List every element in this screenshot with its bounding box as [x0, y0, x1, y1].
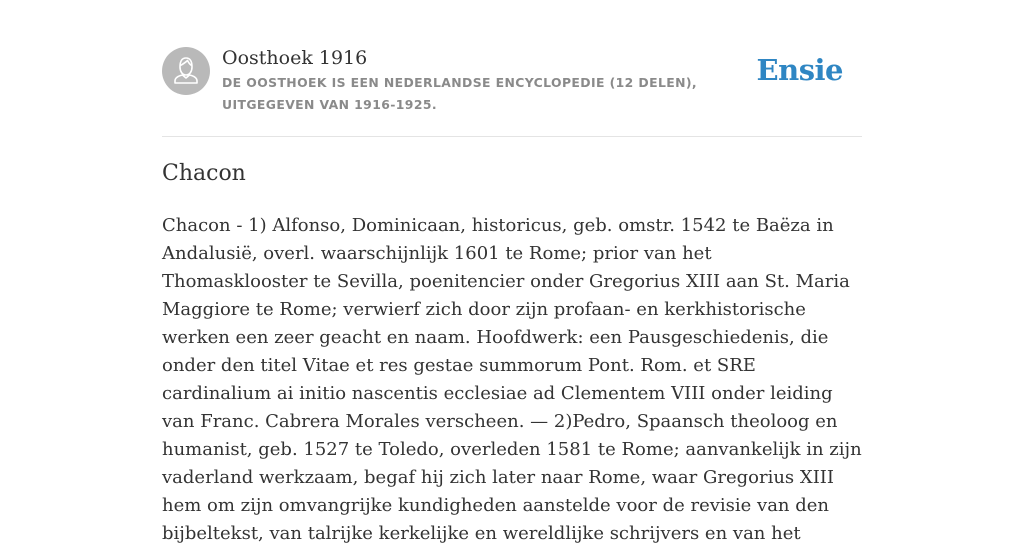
source-header — [162, 0, 862, 137]
site-logo[interactable]: Ensie — [756, 53, 843, 87]
user-silhouette-icon — [162, 47, 210, 95]
page-content — [162, 0, 862, 544]
article-title: Chacon — [162, 161, 246, 186]
source-avatar[interactable] — [162, 47, 210, 95]
source-description: DE OOSTHOEK IS EEN NEDERLANDSE ENCYCLOPEDIE (12 DELEN), UITGEGEVEN VAN 1916-1925. — [222, 75, 698, 112]
article-body: Chacon - 1) Alfonso, Dominicaan, historicus, geb. omstr. 1542 te Baëza in Andalusië, overl. waarschijnlijk 1601 te Rome; prior van het Thomasklooster te Sevilla, poenitencier onder Gregorius XIII aan St. Maria Maggiore te Rome; verwierf zich door zijn profaan- en kerkhistorische werken een zeer geacht en naam. Hoofdwerk: een Pausgeschiedenis, die onder den titel Vitae et res gestae summorum Pont. Rom. et SRE cardinalium ai initio nascentis ecclesiae ad Clementem VIII onder leiding van Franc. Cabrera Morales verscheen. — 2)Pedro, Spaansch theoloog en humanist, geb. 1527 te Toledo, overleden 1581 te Rome; aanvankelijk in zijn vaderland werkzaam, begaf hij zich later naar Rome, waar Gregorius XIII hem om zijn omvangrijke kundigheden aanstelde voor de revisie van den bijbeltekst, van talrijke kerkelijke en wereldlijke schrijvers en van het — [162, 215, 862, 544]
source-name[interactable]: Oosthoek 1916 — [222, 47, 368, 69]
